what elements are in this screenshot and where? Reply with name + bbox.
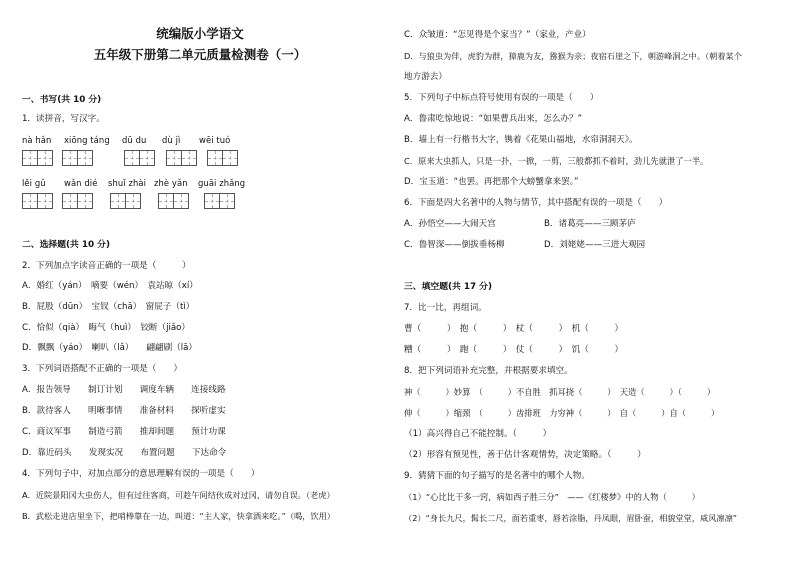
option: A．近院景阳冈大虫伤人，但有过往客商，可趁午间结伙成对过冈，请勿自误。（老虎） [22, 490, 335, 500]
question-1: 1．读拼音，写汉字。 [22, 114, 105, 124]
option: C．鲁智深——倒拔垂杨柳 [404, 240, 505, 250]
option: A．报告领导 制订计划 调度车辆 连接线路 [22, 385, 226, 395]
pinyin: xiōng táng [64, 135, 110, 145]
sub-question: （2）“身长九尺，髯长二尺，面若重枣，唇若涂脂，丹凤眼，眉卧蚕，相貌堂堂，威风凛凛” [404, 513, 738, 523]
sub-question: （1）高兴得自己不能控制。（ ） [404, 429, 552, 439]
option: C．原来大虫抓人，只是一扑，一掀，一剪，三般都抓不着时，劲儿先就泄了一半。 [404, 156, 709, 166]
option: B．屁股（dūn） 宝钗（chā） 窗屁子（tì） [22, 302, 195, 312]
option: D．飘飘（yáo） 喇叭（lǎ） 翩翩刷（lā） [22, 343, 198, 353]
option: B．墙上有一行楷书大字，镌着《花果山福地，水帘洞洞天》。 [404, 135, 638, 145]
fill-row[interactable]: 曹（ ） 抱（ ） 杖（ ） 机（ ） [404, 324, 624, 334]
question-6: 6．下面是四大名著中的人物与情节，其中搭配有误的一项是（ ） [404, 198, 668, 208]
pinyin: guāi zhǎng [198, 178, 246, 188]
pinyin: nà hǎn [22, 135, 52, 145]
section-3-heading: 三、填空题(共 17 分) [404, 282, 492, 292]
pinyin: zhè yǎn [154, 178, 188, 188]
char-boxes-row-2[interactable] [22, 193, 240, 209]
option: A．鲁肃吃惊地说：“如果曹兵出来，怎么办？” [404, 114, 583, 124]
section-1-heading: 一、书写(共 10 分) [22, 95, 102, 105]
page-title: 统编版小学语文 [156, 26, 244, 41]
question-3: 3．下列词语搭配不正确的一项是（ ） [22, 364, 183, 374]
pinyin: dū du [122, 135, 147, 145]
section-2-heading: 二、选择题(共 10 分) [22, 240, 110, 250]
question-2: 2．下列加点字读音正确的一项是（ ） [22, 261, 191, 271]
pinyin: shuǐ zhài [108, 178, 147, 188]
page-subtitle: 五年级下册第二单元质量检测卷（一） [93, 47, 307, 62]
question-8: 8．把下列词语补充完整，并根据要求填空。 [404, 366, 573, 376]
option: D．宝玉道：“也罢。再把那个大螃蟹拿来罢。” [404, 177, 579, 187]
question-5: 5．下列句子中标点符号使用有误的一项是（ ） [404, 93, 599, 103]
option: A．孙悟空——大闹天宫 [404, 219, 496, 229]
pinyin: dù jì [162, 135, 181, 145]
sub-question: （2）形容有预见性，善于估计客观情势，决定策略。（ ） [404, 450, 646, 460]
option: A．婚红（yán） 嘀要（wén） 袁站晾（xí） [22, 281, 198, 291]
option: C．商议军事 制造弓箭 推却间题 预计功课 [22, 427, 226, 437]
char-boxes-row-1[interactable] [22, 150, 243, 166]
option: C．众皱道：“怎见得是个家当？”（家业，产业） [404, 30, 591, 40]
question-7: 7．比一比，再组词。 [404, 303, 487, 313]
fill-row[interactable]: 神（ ）妙算 （ ）不自胜 抓耳挠（ ） 天造（ ）（ ） [404, 387, 716, 397]
option: B．武松走进店里坐下，把哨棒靠在一边，叫道：“主人家，快拿酒来吃。”（喝，饮用） [22, 511, 335, 521]
option: B．款待客人 明晰事情 准备材料 探听虚实 [22, 406, 226, 416]
fill-row[interactable]: 伸（ ）缩颈 （ ）齿排班 力穷神（ ） 自（ ）自（ ） [404, 408, 720, 418]
pinyin: lěi gǔ [22, 178, 46, 188]
option: D．靠近码头 发现实况 布置问题 下达命令 [22, 448, 227, 458]
question-4: 4．下列句子中，对加点部分的意思理解有误的一项是（ ） [22, 469, 260, 479]
pinyin: wǎn dié [64, 178, 98, 188]
option: D．刘姥姥——三进大观园 [544, 240, 646, 250]
option: C．恰似（qià） 晦气（huì） 铰断（jiǎo） [22, 323, 190, 333]
question-9: 9．猜猜下面的句子描写的是名著中的哪个人物。 [404, 471, 590, 481]
option: D．与狼虫为伴，虎豹为群，獐鹿为友，猕猴为亲；夜宿石崖之下，朝游峰洞之中。（朝着某个 [404, 51, 742, 61]
pinyin: wēi tuó [199, 135, 231, 145]
fill-row[interactable]: 糟（ ） 跑（ ） 仗（ ） 饥（ ） [404, 345, 624, 355]
option-continued: 地方游去） [404, 72, 447, 82]
option: B．诸葛亮——三顾茅庐 [544, 219, 636, 229]
sub-question: （1）“心比比干多一窍，病如西子胜三分” ——《红楼梦》中的人物（ ） [404, 492, 700, 502]
